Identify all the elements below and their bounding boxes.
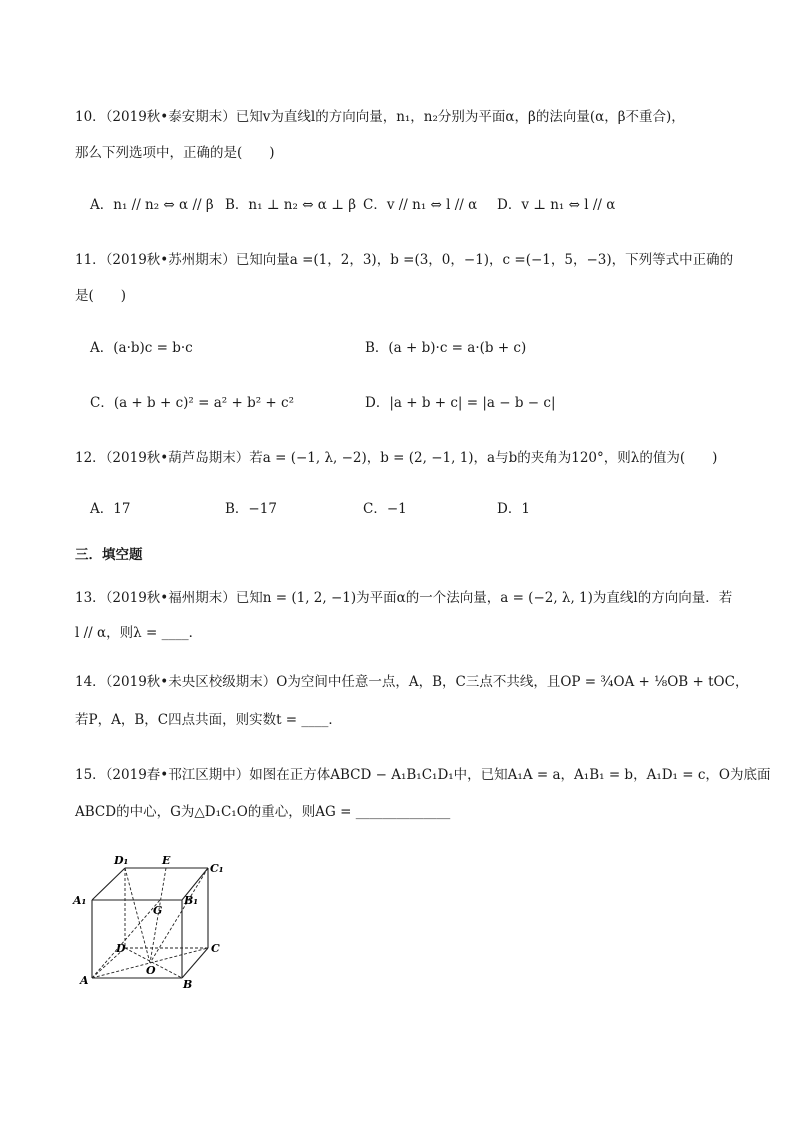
q11-stem-line2: 是( ) — [75, 288, 127, 304]
label-g: G — [153, 904, 163, 917]
section-heading-fill-in: 三．填空题 — [75, 547, 143, 563]
q12-option-a[interactable]: A．17 — [90, 501, 131, 517]
label-b: B — [183, 978, 193, 990]
label-e: E — [162, 854, 171, 867]
q13-stem-line1: 13．（2019秋•福州期末）已知n = (1, 2, −1)为平面α的一个法向量，a = (−2, λ, 1)为直线l的方向向量．若 — [75, 590, 733, 606]
q10-stem-line2: 那么下列选项中，正确的是( ) — [75, 145, 275, 161]
label-a1: A₁ — [73, 894, 87, 907]
cube-figure — [70, 850, 230, 990]
q15-stem-line1: 15．（2019春•邗江区期中）如图在正方体ABCD − A₁B₁C₁D₁中，已知A₁A = a，A₁B₁ = b，A₁D₁ = c，O为底面 — [75, 767, 771, 783]
q10-option-c[interactable]: C．v // n₁ ⇔ l // α — [363, 197, 478, 213]
q10-option-d[interactable]: D．v ⊥ n₁ ⇔ l // α — [497, 197, 616, 213]
q11-option-a[interactable]: A．(a·b)c = b·c — [90, 340, 193, 356]
q11-option-c[interactable]: C．(a + b + c)² = a² + b² + c² — [90, 395, 294, 411]
q13-stem-line2: l // α，则λ = ____． — [75, 625, 203, 641]
q12-option-c[interactable]: C．−1 — [363, 501, 407, 517]
q12-option-b[interactable]: B．−17 — [225, 501, 277, 517]
q10-option-b[interactable]: B．n₁ ⊥ n₂ ⇔ α ⊥ β — [225, 197, 357, 213]
q12-option-d[interactable]: D．1 — [497, 501, 530, 517]
label-d: D — [116, 942, 126, 955]
q10-stem-line1: 10．（2019秋•泰安期末）已知v为直线l的方向向量，n₁，n₂分别为平面α，β的法向量(α，β不重合)， — [75, 109, 685, 125]
label-o: O — [146, 964, 156, 977]
q11-option-d[interactable]: D．|a + b + c| = |a − b − c| — [365, 395, 556, 411]
label-a: A — [80, 974, 89, 987]
label-b1: B₁ — [184, 894, 199, 907]
q14-stem-line2: 若P，A，B，C四点共面，则实数t = ____． — [75, 712, 342, 728]
q15-stem-line2: ABCD的中心，G为△D₁C₁O的重心，则AG = ______________ — [75, 804, 451, 820]
label-d1: D₁ — [114, 854, 129, 867]
q12-stem-line1: 12．（2019秋•葫芦岛期末）若a = (−1, λ, −2)，b = (2, −1, 1)，a与b的夹角为120°，则λ的值为( ) — [75, 450, 718, 466]
label-c: C — [211, 942, 220, 955]
edge-a1-d1 — [92, 868, 125, 900]
q10-option-a[interactable]: A．n₁ // n₂ ⇔ α // β — [90, 197, 214, 213]
edge-b-c — [182, 948, 208, 978]
q14-stem-line1: 14．（2019秋•未央区校级期末）O为空间中任意一点，A，B，C三点不共线，且OP = ¾OA + ⅛OB + tOC， — [75, 674, 749, 690]
label-c1: C₁ — [210, 862, 224, 875]
q11-option-b[interactable]: B．(a + b)·c = a·(b + c) — [365, 340, 527, 356]
q11-stem-line1: 11．（2019秋•苏州期末）已知向量a =(1，2，3)，b =(3，0，−1)，c =(−1，5，−3)，下列等式中正确的 — [75, 252, 734, 268]
